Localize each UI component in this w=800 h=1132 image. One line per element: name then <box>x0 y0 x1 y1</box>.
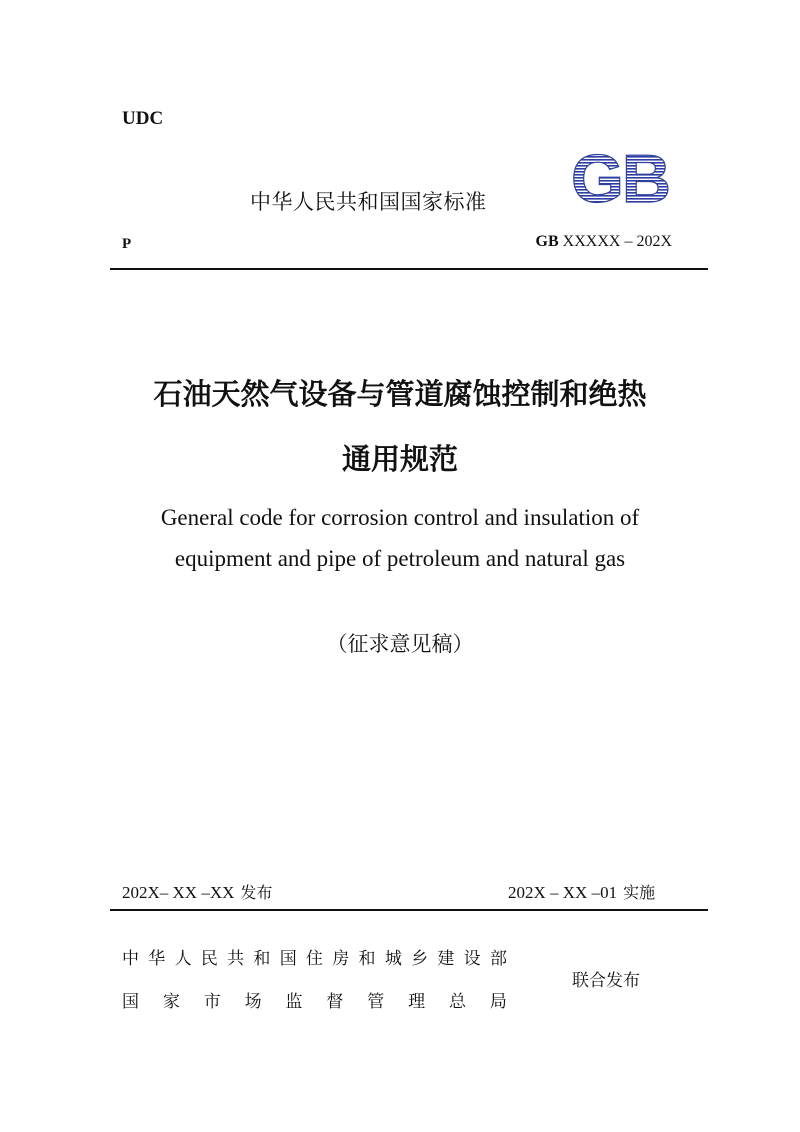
issuer-char: 乡 <box>411 949 429 969</box>
publish-date: 202X– XX –XX <box>122 883 235 902</box>
issuer-char: 民 <box>200 949 218 969</box>
issuer-char: 监 <box>285 992 303 1012</box>
standard-number <box>536 233 672 251</box>
publish-date-row <box>122 880 272 903</box>
implement-label: 实施 <box>623 883 656 902</box>
issuer-char: 督 <box>326 992 344 1012</box>
issuer-char: 管 <box>367 992 385 1012</box>
udc-label: UDC <box>122 108 164 129</box>
gb-logo-text: GB <box>571 147 669 209</box>
publish-label: 发布 <box>240 883 273 902</box>
issuer-administration <box>122 987 507 1012</box>
standard-number-prefix: GB <box>535 233 559 250</box>
issuer-char: 家 <box>162 992 180 1012</box>
issuer-char: 住 <box>305 949 323 969</box>
issuer-char: 理 <box>408 992 426 1012</box>
standard-type-title: 中华人民共和国国家标准 <box>250 190 487 214</box>
issuer-char: 国 <box>122 992 139 1012</box>
issuer-char: 场 <box>244 992 262 1012</box>
draft-status: （征求意见稿） <box>326 632 474 656</box>
issuer-char: 房 <box>332 949 350 969</box>
issuer-char: 设 <box>463 949 481 969</box>
title-cn-line1: 石油天然气设备与管道腐蚀控制和绝热 <box>153 377 647 411</box>
issuer-char: 部 <box>489 949 507 969</box>
issuer-ministry <box>122 944 507 969</box>
issuer-char: 和 <box>253 949 271 969</box>
issuer-char: 中 <box>122 949 139 969</box>
gb-logo <box>562 147 678 209</box>
footer-divider <box>110 909 708 911</box>
implement-date-row <box>508 880 655 903</box>
issuer-char: 人 <box>174 949 192 969</box>
title-cn-line2: 通用规范 <box>341 442 458 476</box>
issuer-char: 共 <box>227 949 245 969</box>
standard-number-rest: XXXXX – 202X <box>562 233 672 250</box>
issuer-char: 城 <box>384 949 402 969</box>
joint-issue-label: 联合发布 <box>572 971 640 991</box>
issuer-char: 和 <box>358 949 376 969</box>
issuer-char: 总 <box>449 992 466 1012</box>
issuer-char: 建 <box>437 949 455 969</box>
title-en-line1: General code for corrosion control and insulation of <box>160 505 640 530</box>
title-en-line2: equipment and pipe of petroleum and natural gas <box>174 546 626 571</box>
issuer-char: 局 <box>489 992 507 1012</box>
issuer-char: 华 <box>148 949 166 969</box>
header-divider <box>110 268 708 270</box>
issuer-char: 国 <box>279 949 297 969</box>
implement-date: 202X – XX –01 <box>508 883 618 902</box>
classification-code: P <box>122 236 132 252</box>
issuer-char: 市 <box>203 992 221 1012</box>
